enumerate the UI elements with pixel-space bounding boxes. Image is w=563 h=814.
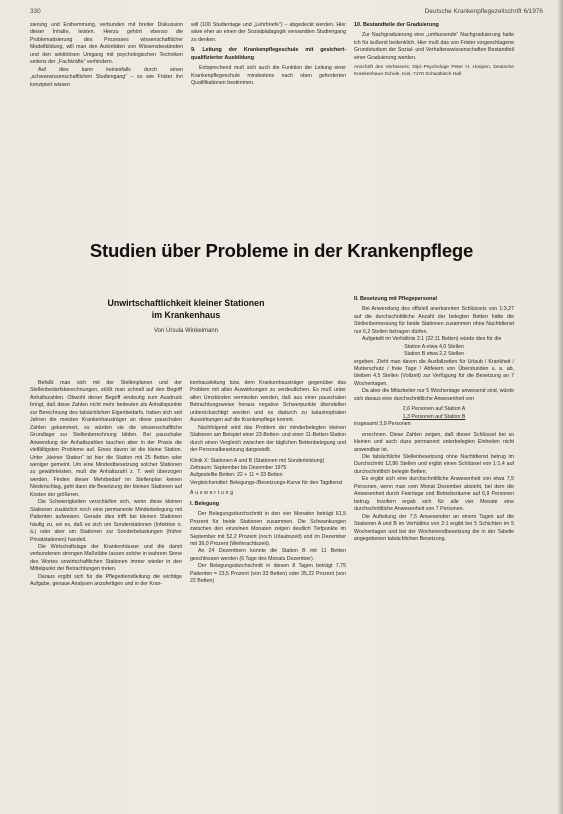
top-column-2 [191, 22, 346, 88]
paragraph: kenhausleitung bzw. dem Krankenhausträger gegenüber das Problem mit allen Auswirkungen zu verdeutlichen. Es muß unter allen Umständen vermieden werden, daß aus einer pauschalen Betrachtungsweise heraus negative Schwerpunkte überstellen unberücksichtigt werden und es dadurch zu katastrophalen Auswirkungen auf die Krankenpflege kommt. [190, 380, 346, 424]
paragraph: Die Aufteilung der 7,5 Anwesenden an einem Tagen auf die Stationen A und B im Verhältnis von 2:1 ergibt bei 5 Schichten im 5 Wochentagen und bei der Wochenendbesetzung die in der Tabelle angegebenen tatsächlichen Besetzung. [354, 513, 514, 542]
paragraph: Daraus ergibt sich für die Pflegedienstleitung die wichtige Aufgabe, genaue Analysen anzufertigen und in der Kran- [30, 573, 182, 588]
zeitraum-line: Zeitraum: September bis Dezember 1975 [190, 464, 287, 471]
kurve-line: Vergleichsmittel: Belegungs-/Besetzungs-Kurve für den Tagdienst [190, 479, 343, 486]
paragraph: Auf dies kann keinesfalls durch einen „schwarwissenschaftlichen Studiengang“ – so wie Frister ihn konzipiert wissen [30, 66, 183, 88]
main-title: Studien über Probleme in der Krankenpflege [89, 240, 474, 261]
paragraph: Zur Nachgraduierung eine „umfassende“ Nachgraduierung halte ich für äußerst bedenklich. Hier muß das von Frister vorgeschlagene Grundstudium der Sozial- und Verhaltenswissenschaften Bestandteil einer Graduierung werden. [354, 32, 514, 61]
paragraph: Der Belegungsdurchschnitt in den vier Monaten beträgt 61,5 Prozent für beide Stationen zusammen. Die Schwankungen zwischen den einzelnen Monaten zeigen deutlich Tiefpunkte im September mit 52,2 Prozent (noch Urlaubszeit) und im Dezember mit 39,0 Prozent (Weihnachtszeit). [190, 511, 346, 548]
body-column-2 [190, 380, 346, 586]
page-number: 330 [30, 8, 41, 15]
paragraph: Da aber die Mitarbeiter nur 5 Wochentage anwesend sind, würde sich daraus eine durchschnittliche Anwesenheit von [354, 388, 514, 402]
paragraph: Nachfolgend wird das Problem der minderbelegten kleinen Stationen am Beispiel einer 23-Betten- und einer 11-Betten-Station durch einen Vergleich zwischen der täglichen Bettenbelegung und der Personalbesetzung dargestellt. [190, 424, 346, 454]
paragraph: ergeben. Zieht man davon die Ausfallzeiten für Urlaub / Krankheit / Mutterschutz / freie Tage / Abfeiern von Überstunden u. a. ab, bleiben 4,5 Stellen (Vollzeit) zur Verfügung für die Besetzung an 7 Wochentagen. [354, 358, 514, 387]
paragraph: will (100 Studientage und „Lehrbriefe“) – abgedeckt werden. Hier wäre eher an einen der Sozialpädagogik verwandten Studiengang zu denken. [191, 22, 346, 43]
paragraph: sierung und Enthemmung, verbunden mit breiter Diskussion dieser Inhalte, leisten. Hierzu gehört ebenso die Problematisierung des Prozesses wissenschaftlicher Modellbildung, will man den Autoritäten von Wissensbeständen und den sektiriösen Umgang mit psychologischen Techniken seitens der „Fachkräfte“ verhindern. [30, 22, 183, 66]
article-author: Von Ursula Winkelmann [153, 328, 219, 334]
paragraph: Die Schwierigkeiten verschärfen sich, wenn diese kleinen Stationen zusätzlich noch eine permanente Minderbelegung mit Patienten aufweisen. Gerade dies trifft bei kleinen Stationen häufig zu, sei es, daß es sich um Sonderstationen (Infektion o. ä.) oder aber um Stationen zur Sonderbelastungen (früher Privatstationen) handelt. [30, 499, 182, 543]
section-heading: 9. Leitung der Krankenpflegeschule mit gesichert-qualifizierter Ausbildung [191, 47, 346, 61]
page-header [30, 6, 543, 18]
paragraph: Entsprechend muß sich auch die Funktion der Leitung einer Krankenpflegeschule mindestens nach oben geforderten Qualifikationen bestimmen. [191, 65, 346, 87]
section-heading: II. Besetzung mit Pflegepersonal [354, 296, 437, 302]
station-a-line: Station A etwa 4,0 Stellen [404, 343, 464, 350]
station-b-line: Station B etwa 2,2 Stellen [403, 351, 465, 358]
top-column-1 [30, 22, 183, 89]
journal-name: Deutsche Krankenpflegezeitschrift 6/1976 [424, 8, 543, 15]
betten-line: Aufgestellte Betten: 22 + 11 = 33 Betten [190, 472, 283, 479]
presence-total-line: insgesamt 3,9 Personen [354, 421, 411, 428]
article-title-line-1: Unwirtschaftlichkeit kleiner Stationen [107, 298, 265, 308]
presence-a-line: 2,6 Personen auf Station A [402, 406, 466, 413]
body-column-3 [354, 296, 514, 543]
auswertung-label: Auswertung [190, 490, 235, 497]
paragraph: Bei Anwendung des offiziell anerkannten Schlüssels von 1:3,27 auf die durchschnittliche Anzahl der belegten Betten hätte die Stellenbemessung für beide Stationen zusammen ohne Nachtdienst nur 6,2 Stellen betragen dürfen. [354, 306, 514, 335]
body-column-1 [30, 380, 182, 589]
author-address: Anschrift des Verfassers: Dipl.-Psychologe Peter H. Hoopen, Deutsche Krankenhaus-Schule, Kiel, 7170 Schwäbisch Hall [354, 65, 514, 78]
top-column-3 [354, 22, 514, 79]
article-title [62, 298, 310, 321]
paragraph: Befaßt man sich mit der Stellenplanen und der Stellenbedarfsberechnungen, stößt man schnell auf den Begriff Anhaltszahlen. Obwohl dieser Begriff eindeutig zum Ausdruck bringt, daß diese Zahlen nicht mehr bedeuten als Anhaltspunkte zur Berechnung des tatsächlichen Eigenbedarfs, haben sich seit Jahren die meisten Krankenhausträger an diese pauschalen Zahlen gekammert, es würden sie die wissenschaftliche Grundlage zur Stellenberechnung bilden. Bei pauschaler Anwendung der Anhaltszahlen tauchen aber in der Praxis die vielfältigsten Probleme auf. Eines davon ist die kleine Station. Unter „kleiner Station“ ist hier die Station mit 25 Betten oder weniger gemeint. Um eine Mindestbesetzung solcher Stationen zu gewährleisten, muß die Anhaltszahl z. T. weit überzogen werden. Finden dieser Mehrbedarf im Stellenplan keinen Niederschlag, geht dann die Besetzung der kleinen Stationen auf Kosten der größeren. [30, 380, 182, 498]
paragraph: Der Belegungsdurchschnitt in diesen 8 Tagen beträgt 7,75 Patienten = 23,5 Prozent (von 33 Betten) oder 35,22 Prozent (von 22 Betten) [190, 563, 346, 585]
section-heading: 10. Bestandteile der Graduierung [354, 22, 439, 28]
paragraph: Die Wirtschaftslage der Krankenhäuser und die damit verbundenen strengen Maßstäbe lassen solche in wahrem Sinne des Wortes unwirtschaftlichen Stationen immer wieder in den Mittelpunkt der Betrachtungen treten. [30, 543, 182, 573]
presence-b-line: 1,3 Personen auf Station B [402, 413, 466, 420]
paragraph: errechnen. Diese Zahlen zeigen, daß dieser Schlüssel bei so kleinen und auch dazu permanent unterbelegten Einheiten nicht anwendbar ist. [354, 431, 514, 453]
paragraph: Die tatsächliche Stellenbesetzung ohne Nachtdienst betrug im Durchschnitt 12,86 Stellen und ergibt einen Schlüssel von 1:1,4 auf durchschnittlich belegte Betten. [354, 454, 514, 475]
article-title-line-2: im Krankenhaus [151, 309, 221, 320]
klinik-line: Klinik X: Stationen A und B (Stationen mit Sonderleistung) [190, 457, 325, 464]
paragraph: Aufgeteilt im Verhältnis 2:1 (22:11 Betten) würde dies für die [362, 336, 502, 343]
paragraph: An 24 Dezembern konnte die Station B mit 11 Betten geschlossen werden (6 Tage des Monats Dezember). [190, 548, 346, 562]
subsection-heading: I. Belegung [190, 500, 220, 507]
page-edge-shadow [557, 0, 563, 814]
paragraph: Es ergibt sich eine durchschnittliche Anwesenheit von etwa 7,5 Personen, wenn man vom Monat Dezember absieht, bei dem die Anwesenheit durch Feiertage und Betriebsräume auf 6,9 Personen betrug. Insofern ergab sich für alle vier Monate eine durchschnittliche Anwesenheit von 7 Personen. [354, 476, 514, 513]
